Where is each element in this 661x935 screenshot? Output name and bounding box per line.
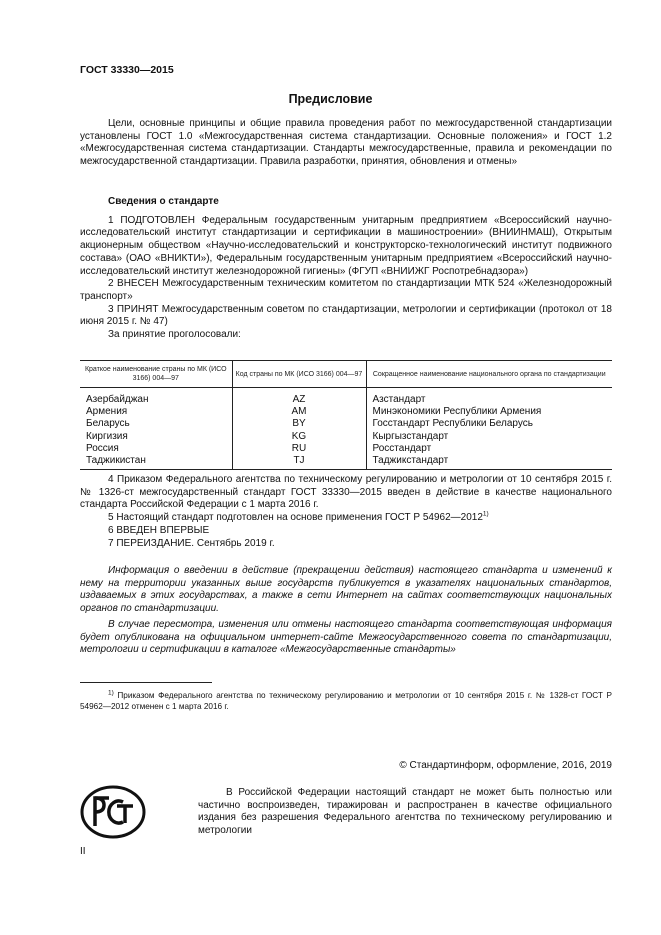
intro-paragraph: Цели, основные принципы и общие правила проведения работ по межгосударственной стандартизации установлены ГОСТ 1.0 «Межгосударственная система стандартизации. Основные положения» и ГОСТ 1.2 «Межгосударственная система стандартизации. Стандарты межгосударственные, правила и рекомендации по межгосударственной стандартизации. Правила разработки, принятия, обновления и отмены» bbox=[80, 118, 612, 168]
rst-logo bbox=[80, 785, 146, 839]
voted-label: За принятие проголосовали: bbox=[108, 329, 241, 341]
table-row bbox=[80, 406, 612, 418]
item-4-order: 4 Приказом Федерального агентства по техническому регулированию и метрологии от 10 сентября 2015 г. № 1326-ст межгосударственный стандарт ГОСТ 33330—2015 введен в действие в качестве национального стандарта Российской Федерации с 1 марта 2016 г. bbox=[80, 474, 612, 511]
column-header-code: Код страны по МК (ИСО 3166) 004—97 bbox=[232, 361, 366, 388]
item-5-basis bbox=[80, 512, 612, 525]
country-cell: Таджикистан bbox=[80, 455, 232, 470]
code-cell: KG bbox=[232, 431, 366, 443]
country-cell: Армения bbox=[86, 406, 128, 418]
info-note-publication: Информация о введении в действие (прекращении действия) настоящего стандарта и изменений к нему на территории указанных выше государств публикуется в указателях национальных стандартов, издаваемых в этих государствах, а также в сети Интернет на сайтах соответствующих национальных органов по стандартизации. bbox=[80, 565, 612, 615]
intro-block bbox=[80, 118, 612, 169]
notice-text: В Российской Федерации настоящий стандарт не может быть полностью или частично воспроизведен, тиражирован и распространен в качестве официального издания без разрешения Федерального агентства по техническому регулированию и метрологии bbox=[198, 787, 612, 837]
voting-countries-table bbox=[80, 360, 612, 470]
table-row bbox=[80, 443, 612, 455]
body-cell: Кыргызстандарт bbox=[366, 431, 612, 443]
code-cell: TJ bbox=[232, 455, 366, 470]
code-cell: AZ bbox=[232, 388, 366, 407]
standard-info-continued bbox=[80, 474, 612, 550]
country-cell: Киргизия bbox=[86, 430, 128, 442]
page-number: II bbox=[80, 846, 86, 857]
column-header-country: Краткое наименование страны по МК (ИСО 3166) 004—97 bbox=[80, 361, 232, 388]
item-1-prepared: 1 ПОДГОТОВЛЕН Федеральным государственным унитарным предприятием «Всероссийский научно-исследовательский институт стандартизации и сертификации в машиностроении» (ВНИИНМАШ), Открытым акционерным обществом «Научно-исследовательский и конструкторско-технологический институт подвижного состава» (ОАО «ВНИКТИ»), Федеральным государственным унитарным предприятием «Всероссийский научно-исследовательский институт железнодорожной гигиены» (ФГУП «ВНИИЖГ Роспотребнадзора») bbox=[80, 214, 612, 277]
item-7-reissue: 7 ПЕРЕИЗДАНИЕ. Сентябрь 2019 г. bbox=[108, 537, 275, 549]
item-5-text: 5 Настоящий стандарт подготовлен на основе применения ГОСТ Р 54962—2012 bbox=[108, 512, 483, 524]
table-row bbox=[80, 388, 612, 407]
body-cell: Госстандарт Республики Беларусь bbox=[366, 418, 612, 430]
item-6-first: 6 ВВЕДЕН ВПЕРВЫЕ bbox=[108, 524, 210, 536]
rst-logo-icon bbox=[80, 785, 146, 839]
country-cell: Беларусь bbox=[86, 418, 130, 430]
body-cell: Росстандарт bbox=[366, 443, 612, 455]
footnote-divider bbox=[80, 682, 212, 683]
item-3-adopted: 3 ПРИНЯТ Межгосударственным советом по стандартизации, метрологии и сертификации (протокол от 18 июня 2015 г. № 47) bbox=[80, 303, 612, 328]
info-heading: Сведения о стандарте bbox=[108, 196, 219, 207]
country-cell: Россия bbox=[86, 442, 119, 454]
code-cell: BY bbox=[232, 418, 366, 430]
info-note-revision: В случае пересмотра, изменения или отмены настоящего стандарта соответствующая информация будет опубликована на официальном интернет-сайте Межгосударственного совета по стандартизации, метрологии и сертификации в каталоге «Межгосударственные стандарты» bbox=[80, 618, 612, 656]
footnote-mark: 1) bbox=[108, 689, 114, 697]
info-notes-block bbox=[80, 565, 612, 657]
document-code: ГОСТ 33330—2015 bbox=[80, 64, 174, 76]
footnote-reference: 1) bbox=[482, 510, 489, 518]
footnote-text: Приказом Федерального агентства по техническому регулированию и метрологии от 10 сентября 2015 г. № 1328-ст ГОСТ Р 54962—2012 отменен с 1 марта 2016 г. bbox=[80, 691, 612, 711]
country-cell: Азербайджан bbox=[86, 394, 149, 405]
code-cell: AM bbox=[232, 406, 366, 418]
code-cell: RU bbox=[232, 443, 366, 455]
body-cell: Таджикстандарт bbox=[366, 455, 612, 470]
reproduction-notice bbox=[198, 787, 612, 838]
item-2-introduced: 2 ВНЕСЕН Межгосударственным техническим комитетом по стандартизации МТК 524 «Железнодорожный транспорт» bbox=[80, 278, 612, 302]
footnote bbox=[80, 690, 612, 712]
copyright-line: © Стандартинформ, оформление, 2016, 2019 bbox=[399, 760, 612, 771]
column-header-body: Сокращенное наименование национального органа по стандартизации bbox=[366, 361, 612, 388]
standard-info-block bbox=[80, 196, 612, 342]
table-header-row bbox=[80, 361, 612, 388]
body-cell: Азстандарт bbox=[366, 388, 612, 407]
table-row bbox=[80, 418, 612, 430]
table-row bbox=[80, 431, 612, 443]
body-cell: Минэкономики Республики Армения bbox=[366, 406, 612, 418]
table-row bbox=[80, 455, 612, 470]
page-title: Предисловие bbox=[288, 92, 373, 106]
